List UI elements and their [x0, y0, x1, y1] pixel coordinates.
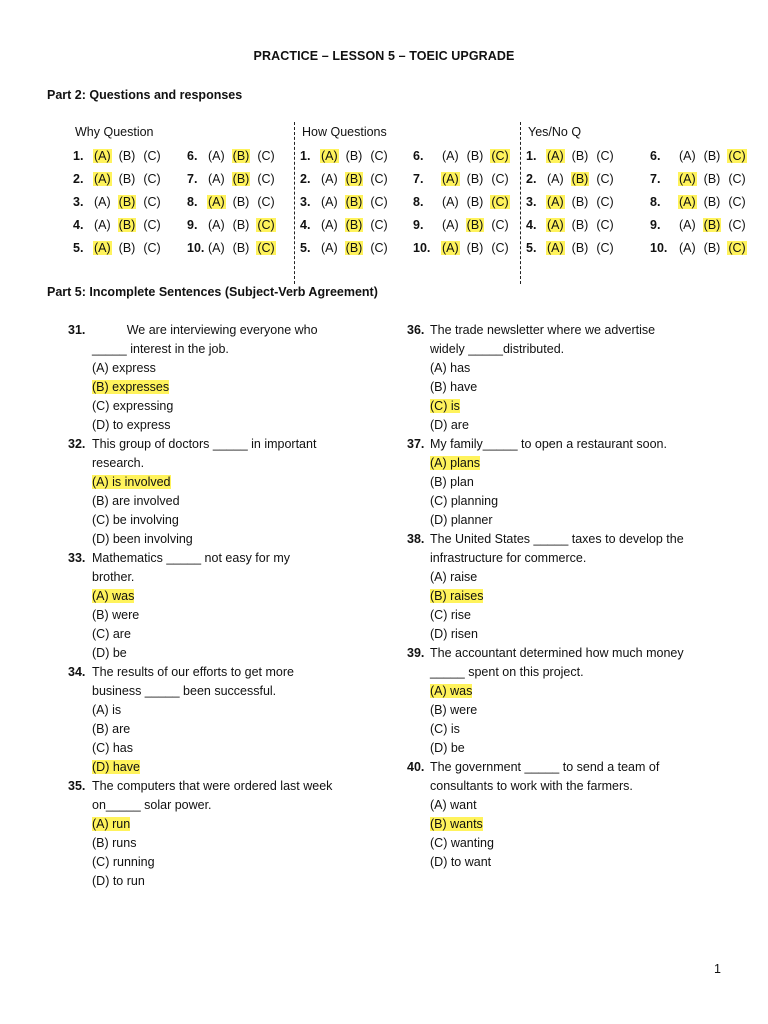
- answer-row: [187, 169, 282, 189]
- answer-row: [73, 215, 168, 235]
- question-number: 1.: [300, 149, 311, 163]
- how-questions-title: How Questions: [302, 125, 387, 139]
- selected-answer-option: (B): [345, 195, 363, 209]
- answer-label: (A) raise: [430, 570, 478, 584]
- answer-label: (D) to want: [430, 855, 492, 869]
- answer-label: (A) has: [430, 361, 471, 375]
- question-number: 38.: [407, 532, 425, 546]
- question-text: My family_____ to open a restaurant soon.: [430, 437, 667, 451]
- answer-option: [92, 853, 392, 872]
- question-number: 4.: [526, 218, 537, 232]
- answer-row: [526, 238, 621, 258]
- question-text: We are interviewing everyone who: [92, 323, 318, 337]
- answer-label: (D) planner: [430, 513, 493, 527]
- page-title: PRACTICE – LESSON 5 – TOEIC UPGRADE: [253, 49, 515, 63]
- answer-row: [650, 169, 753, 189]
- answer-option: [430, 416, 730, 435]
- question-number: 9.: [187, 218, 198, 232]
- page-number: 1: [714, 962, 721, 976]
- answer-label: (B) runs: [92, 836, 137, 850]
- question-text: The accountant determined how much money: [430, 646, 684, 660]
- answer-option: [92, 530, 392, 549]
- question-text: infrastructure for commerce.: [430, 551, 587, 565]
- answer-row: [300, 238, 395, 258]
- answer-row: [187, 192, 282, 212]
- selected-answer-option: (A): [547, 218, 564, 232]
- answer-label: (D) been involving: [92, 532, 193, 546]
- column-divider: [294, 122, 295, 284]
- question-number: 3.: [526, 195, 537, 209]
- question-number: 5.: [526, 241, 537, 255]
- answer-option: [430, 739, 730, 758]
- answer-option: (B): [466, 149, 484, 163]
- selected-answer-option: [430, 682, 730, 701]
- question-text: Mathematics _____ not easy for my: [92, 551, 291, 565]
- selected-answer-option: (B): [232, 149, 250, 163]
- question-text: business _____ been successful.: [92, 684, 277, 698]
- answer-option: [92, 872, 392, 891]
- answer-row: [187, 215, 282, 235]
- question-number: 9.: [413, 218, 424, 232]
- answer-option: [92, 834, 392, 853]
- answer-option: (C): [143, 149, 161, 163]
- answer-option: [430, 378, 730, 397]
- answer-label: (D) be: [430, 741, 465, 755]
- answer-option: (C): [143, 241, 161, 255]
- answer-option: (B): [232, 195, 250, 209]
- question-number: 7.: [650, 172, 661, 186]
- answer-row: [650, 192, 753, 212]
- answer-option: (A): [442, 195, 459, 209]
- question-number: 5.: [300, 241, 311, 255]
- answer-option: (A): [321, 195, 338, 209]
- answer-label: (D) be: [92, 646, 127, 660]
- answer-label: (C) expressing: [92, 399, 174, 413]
- answer-option: (C): [143, 172, 161, 186]
- answer-label: (C) be involving: [92, 513, 179, 527]
- selected-answer-option: (C): [491, 149, 509, 163]
- question-block: [430, 644, 730, 758]
- answer-option: (B): [118, 172, 136, 186]
- answer-label: (A) express: [92, 361, 156, 375]
- answer-row: [650, 215, 753, 235]
- answer-option: (C): [370, 172, 388, 186]
- question-block: [92, 777, 392, 891]
- selected-answer-option: (C): [728, 149, 746, 163]
- selected-answer-option: (B): [232, 172, 250, 186]
- answer-option: (C): [143, 218, 161, 232]
- answer-option: [430, 492, 730, 511]
- answer-option: [92, 359, 392, 378]
- question-number: 10.: [187, 241, 205, 255]
- question-text: widely _____distributed.: [430, 342, 565, 356]
- selected-answer-option: (A): [547, 149, 564, 163]
- answer-row: [300, 146, 395, 166]
- answer-row: [526, 192, 621, 212]
- selected-answer-option: (B): [703, 218, 721, 232]
- question-number: 7.: [413, 172, 424, 186]
- answer-option: (A): [321, 172, 338, 186]
- answer-option: (C): [257, 149, 275, 163]
- answer-option: (A): [547, 172, 564, 186]
- selected-answer-label: (D) have: [92, 760, 140, 774]
- answer-option: (A): [442, 218, 459, 232]
- answer-option: (A): [94, 195, 111, 209]
- selected-answer-option: (A): [321, 149, 338, 163]
- answer-label: (C) is: [430, 722, 460, 736]
- answer-label: (C) rise: [430, 608, 471, 622]
- question-number: 6.: [187, 149, 198, 163]
- question-number: 31.: [68, 323, 86, 337]
- question-text: on_____ solar power.: [92, 798, 212, 812]
- answer-option: (B): [703, 241, 721, 255]
- answer-option: (A): [321, 241, 338, 255]
- answer-option: [430, 473, 730, 492]
- question-block: [92, 321, 392, 435]
- answer-option: (B): [571, 218, 589, 232]
- selected-answer-option: (A): [442, 172, 459, 186]
- answer-option: (B): [466, 172, 484, 186]
- answer-row: [300, 215, 395, 235]
- question-number: 7.: [187, 172, 198, 186]
- selected-answer-label: (A) run: [92, 817, 131, 831]
- answer-option: [92, 416, 392, 435]
- selected-answer-option: (B): [118, 218, 136, 232]
- selected-answer-label: (C) is: [430, 399, 460, 413]
- answer-row: [187, 238, 282, 258]
- answer-option: (A): [679, 218, 696, 232]
- answer-label: (D) to express: [92, 418, 171, 432]
- question-block: [92, 663, 392, 777]
- answer-option: (B): [118, 241, 136, 255]
- question-number: 2.: [300, 172, 311, 186]
- answer-option: (C): [596, 195, 614, 209]
- selected-answer-label: (A) was: [92, 589, 135, 603]
- answer-row: [413, 192, 516, 212]
- answer-label: (B) are: [92, 722, 131, 736]
- answer-label: (B) plan: [430, 475, 474, 489]
- question-text: The results of our efforts to get more: [92, 665, 294, 679]
- question-text: consultants to work with the farmers.: [430, 779, 633, 793]
- answer-row: [73, 146, 168, 166]
- answer-option: (B): [232, 218, 250, 232]
- selected-answer-option: (A): [547, 241, 564, 255]
- answer-option: (A): [208, 241, 225, 255]
- answer-option: (C): [370, 218, 388, 232]
- selected-answer-option: [430, 454, 730, 473]
- question-number: 1.: [73, 149, 84, 163]
- selected-answer-option: (A): [94, 172, 111, 186]
- answer-option: [92, 720, 392, 739]
- question-number: 9.: [650, 218, 661, 232]
- answer-label: (D) risen: [430, 627, 478, 641]
- answer-option: (B): [466, 241, 484, 255]
- question-number: 3.: [73, 195, 84, 209]
- selected-answer-label: (B) raises: [430, 589, 484, 603]
- answer-row: [413, 146, 516, 166]
- answer-option: (C): [596, 241, 614, 255]
- answer-row: [187, 146, 282, 166]
- selected-answer-option: (A): [208, 195, 225, 209]
- selected-answer-option: (B): [466, 218, 484, 232]
- question-number: 6.: [650, 149, 661, 163]
- answer-option: (C): [370, 149, 388, 163]
- question-number: 36.: [407, 323, 425, 337]
- selected-answer-option: [430, 397, 730, 416]
- question-number: 8.: [187, 195, 198, 209]
- answer-label: (B) were: [92, 608, 140, 622]
- question-number: 4.: [300, 218, 311, 232]
- answer-option: [92, 701, 392, 720]
- question-number: 34.: [68, 665, 86, 679]
- selected-answer-option: (B): [345, 172, 363, 186]
- answer-option: [430, 853, 730, 872]
- part2-heading: Part 2: Questions and responses: [47, 88, 243, 102]
- answer-row: [413, 215, 516, 235]
- answer-row: [526, 215, 621, 235]
- answer-option: (C): [491, 218, 509, 232]
- question-number: 5.: [73, 241, 84, 255]
- answer-option: (B): [571, 195, 589, 209]
- question-number: 32.: [68, 437, 86, 451]
- selected-answer-option: (C): [728, 241, 746, 255]
- selected-answer-option: (B): [571, 172, 589, 186]
- answer-option: (C): [143, 195, 161, 209]
- selected-answer-option: [92, 758, 392, 777]
- answer-option: (C): [728, 218, 746, 232]
- question-number: 4.: [73, 218, 84, 232]
- answer-option: [430, 511, 730, 530]
- question-text: _____ interest in the job.: [92, 342, 229, 356]
- answer-option: (A): [679, 149, 696, 163]
- answer-option: (B): [571, 241, 589, 255]
- answer-label: (B) are involved: [92, 494, 180, 508]
- answer-row: [650, 146, 753, 166]
- question-block: [92, 549, 392, 663]
- answer-option: [430, 701, 730, 720]
- selected-answer-option: (A): [94, 241, 111, 255]
- answer-label: (C) has: [92, 741, 133, 755]
- question-number: 10.: [413, 241, 431, 255]
- answer-option: (B): [703, 172, 721, 186]
- answer-option: [92, 511, 392, 530]
- selected-answer-option: (A): [679, 172, 696, 186]
- answer-label: (B) were: [430, 703, 478, 717]
- question-text: The government _____ to send a team of: [430, 760, 660, 774]
- question-number: 2.: [526, 172, 537, 186]
- selected-answer-label: (A) is involved: [92, 475, 171, 489]
- answer-option: (B): [466, 195, 484, 209]
- question-number: 8.: [413, 195, 424, 209]
- question-block: [430, 530, 730, 644]
- answer-option: (A): [442, 149, 459, 163]
- answer-option: [430, 359, 730, 378]
- question-number: 40.: [407, 760, 425, 774]
- question-text: This group of doctors _____ in important: [92, 437, 317, 451]
- answer-row: [300, 169, 395, 189]
- selected-answer-option: [430, 587, 730, 606]
- answer-option: [430, 625, 730, 644]
- question-text: _____ spent on this project.: [430, 665, 584, 679]
- answer-option: [430, 606, 730, 625]
- selected-answer-option: [92, 815, 392, 834]
- answer-row: [526, 169, 621, 189]
- selected-answer-option: (A): [94, 149, 111, 163]
- answer-option: [430, 796, 730, 815]
- answer-label: (A) want: [430, 798, 477, 812]
- answer-label: (C) wanting: [430, 836, 494, 850]
- answer-label: (D) are: [430, 418, 469, 432]
- selected-answer-option: [92, 587, 392, 606]
- answer-option: [92, 492, 392, 511]
- answer-option: [92, 739, 392, 758]
- question-number: 10.: [650, 241, 668, 255]
- selected-answer-option: (B): [118, 195, 136, 209]
- answer-row: [526, 146, 621, 166]
- part5-heading: Part 5: Incomplete Sentences (Subject-Verb Agreement): [47, 285, 378, 299]
- selected-answer-label: (A) was: [430, 684, 473, 698]
- selected-answer-option: (A): [679, 195, 696, 209]
- answer-option: (A): [94, 218, 111, 232]
- selected-answer-option: [92, 378, 392, 397]
- answer-option: (A): [208, 172, 225, 186]
- selected-answer-label: (B) wants: [430, 817, 483, 831]
- selected-answer-option: (A): [547, 195, 564, 209]
- answer-option: [92, 606, 392, 625]
- question-number: 2.: [73, 172, 84, 186]
- selected-answer-label: (B) expresses: [92, 380, 170, 394]
- answer-option: (C): [596, 172, 614, 186]
- column-divider: [520, 122, 521, 284]
- question-block: [92, 435, 392, 549]
- selected-answer-label: (A) plans: [430, 456, 481, 470]
- answer-option: (C): [491, 172, 509, 186]
- question-text: research.: [92, 456, 145, 470]
- answer-row: [413, 238, 516, 258]
- answer-option: (C): [370, 195, 388, 209]
- answer-option: (C): [728, 172, 746, 186]
- question-number: 35.: [68, 779, 86, 793]
- answer-label: (A) is: [92, 703, 122, 717]
- answer-option: [430, 720, 730, 739]
- answer-option: (B): [232, 241, 250, 255]
- answer-label: (C) running: [92, 855, 155, 869]
- answer-option: (A): [321, 218, 338, 232]
- why-question-title: Why Question: [75, 125, 154, 139]
- question-text: The trade newsletter where we advertise: [430, 323, 656, 337]
- answer-row: [413, 169, 516, 189]
- yes-no-title: Yes/No Q: [528, 125, 582, 139]
- question-text: The computers that were ordered last week: [92, 779, 333, 793]
- question-block: [430, 435, 730, 530]
- answer-row: [650, 238, 753, 258]
- answer-label: (D) to run: [92, 874, 145, 888]
- answer-option: (C): [596, 218, 614, 232]
- answer-label: (B) have: [430, 380, 478, 394]
- question-number: 33.: [68, 551, 86, 565]
- answer-option: (B): [703, 195, 721, 209]
- answer-option: [430, 834, 730, 853]
- answer-option: [430, 568, 730, 587]
- question-block: [430, 321, 730, 435]
- question-number: 39.: [407, 646, 425, 660]
- answer-option: (B): [571, 149, 589, 163]
- question-number: 6.: [413, 149, 424, 163]
- answer-label: (C) are: [92, 627, 131, 641]
- selected-answer-option: (C): [257, 218, 275, 232]
- question-number: 3.: [300, 195, 311, 209]
- selected-answer-option: (C): [491, 195, 509, 209]
- answer-option: (B): [703, 149, 721, 163]
- answer-option: (A): [208, 218, 225, 232]
- answer-option: (C): [370, 241, 388, 255]
- question-number: 37.: [407, 437, 425, 451]
- question-block: [430, 758, 730, 872]
- selected-answer-option: (C): [257, 241, 275, 255]
- answer-option: (C): [257, 172, 275, 186]
- answer-row: [73, 169, 168, 189]
- answer-option: (C): [257, 195, 275, 209]
- selected-answer-option: (A): [442, 241, 459, 255]
- answer-option: [92, 397, 392, 416]
- answer-option: [92, 644, 392, 663]
- answer-option: (C): [491, 241, 509, 255]
- selected-answer-option: [430, 815, 730, 834]
- answer-label: (C) planning: [430, 494, 499, 508]
- answer-row: [73, 192, 168, 212]
- question-number: 8.: [650, 195, 661, 209]
- answer-option: (B): [118, 149, 136, 163]
- answer-option: (A): [679, 241, 696, 255]
- answer-option: [92, 625, 392, 644]
- answer-option: (C): [728, 195, 746, 209]
- selected-answer-option: [92, 473, 392, 492]
- question-text: The United States _____ taxes to develop the: [430, 532, 684, 546]
- question-number: 1.: [526, 149, 537, 163]
- answer-option: (B): [345, 149, 363, 163]
- selected-answer-option: (B): [345, 218, 363, 232]
- answer-row: [73, 238, 168, 258]
- question-text: brother.: [92, 570, 135, 584]
- answer-option: (C): [596, 149, 614, 163]
- selected-answer-option: (B): [345, 241, 363, 255]
- answer-option: (A): [208, 149, 225, 163]
- answer-row: [300, 192, 395, 212]
